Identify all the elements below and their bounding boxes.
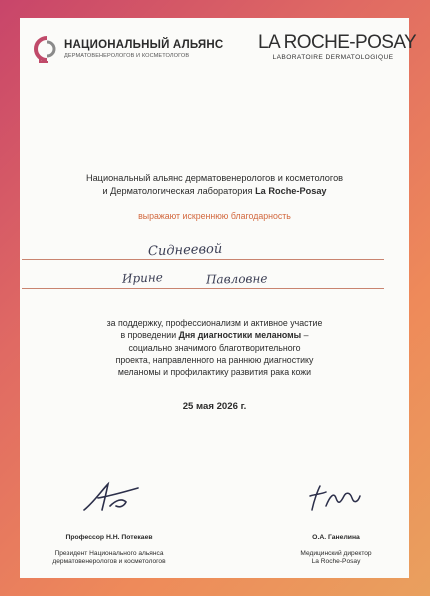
body-line-2-prefix: в проведении <box>120 330 179 341</box>
recipient-patronymic: Павловне <box>205 271 268 287</box>
left-signatory <box>34 534 184 567</box>
body-line-4: проекта, направленного на раннюю диагностику <box>115 354 314 365</box>
right-signature-icon <box>306 482 366 516</box>
event-name: Дня диагностики меланомы <box>178 330 302 341</box>
body-line-1: за поддержку, профессионализм и активное участие <box>106 318 323 328</box>
left-signatory-role-2: дерматовенерологов и косметологов <box>52 558 166 566</box>
right-signatory <box>276 534 396 567</box>
brand-logo-subtitle: LABORATOIRE DERMATOLOGIQUE <box>272 54 394 61</box>
body-line-2-suffix: – <box>301 330 309 341</box>
alliance-logo <box>28 36 228 66</box>
body-line-3: социально значимого благотворительного <box>128 342 301 353</box>
body-line-5: меланомы и профилактику развития рака кожи <box>117 367 312 378</box>
left-signatory-name: Профессор Н.Н. Потекаев <box>65 534 153 541</box>
alliance-logo-name: НАЦИОНАЛЬНЫЙ АЛЬЯНС <box>64 39 224 51</box>
intro-line-2-prefix: и Дерматологическая лаборатория <box>102 185 256 196</box>
certificate-sheet <box>20 18 417 578</box>
right-signatory-role-1: Медицинский директор <box>300 550 372 557</box>
alliance-emblem-icon <box>34 36 60 64</box>
brand-logo-name: LA ROCHE-POSAY <box>258 32 417 53</box>
right-signatory-role-2: La Roche-Posay <box>311 558 361 566</box>
body-text <box>20 317 409 378</box>
thanks-heading: выражают искреннюю благодарность <box>138 211 291 221</box>
intro-text <box>20 172 409 197</box>
intro-line-1: Национальный альянс дерматовенерологов и косметологов <box>85 173 344 183</box>
recipient-surname: Сиднеевой <box>147 241 223 260</box>
recipient-name: Ирине <box>121 270 164 286</box>
certificate-date: 25 мая 2026 г. <box>182 401 247 412</box>
intro-brand: La Roche-Posay <box>255 185 327 196</box>
body-line-2 <box>20 329 409 341</box>
brand-logo <box>258 32 417 73</box>
left-signatory-role-1: Президент Национального альянса <box>54 550 164 557</box>
intro-line-2 <box>20 185 409 198</box>
alliance-logo-subtitle: ДЕРМАТОВЕНЕРОЛОГОВ И КОСМЕТОЛОГОВ <box>64 53 190 59</box>
right-signatory-name: О.А. Ганелина <box>312 534 360 541</box>
recipient-line-2 <box>22 288 384 289</box>
recipient-line-1 <box>22 259 384 260</box>
left-signature-icon <box>80 480 150 516</box>
